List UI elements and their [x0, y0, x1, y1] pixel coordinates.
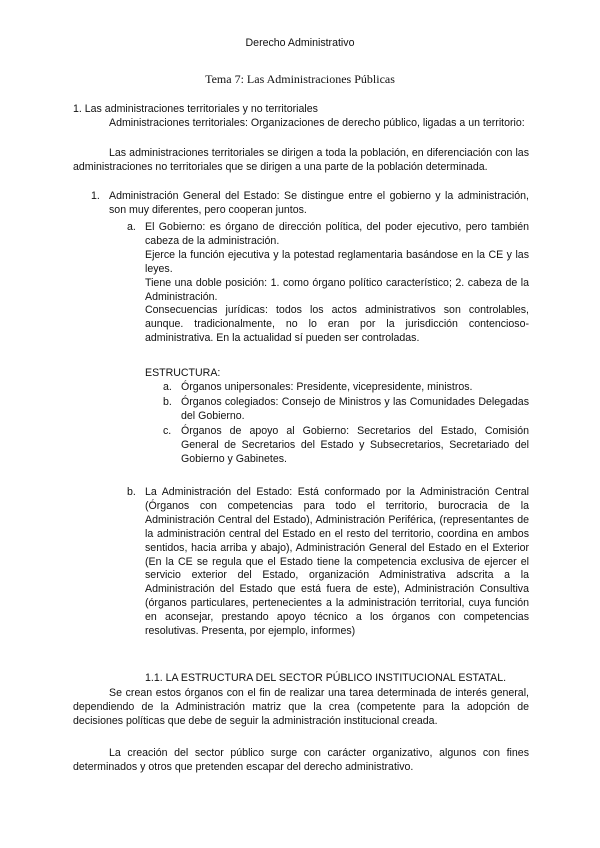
paragraph-creacion: La creación del sector público surge con carácter organizativo, algunos con fines determinados y otros que pretenden escapar del derecho administrativo. — [73, 747, 529, 773]
estructura-item-apoyo: Órganos de apoyo al Gobierno: Secretarios del Estado, Comisión General de Secretarios del Estado y Subsecretarios, Secretariado del Gobierno y Gabinetes. — [181, 425, 529, 465]
paragraph-diferenciacion: Las administraciones territoriales se dirigen a toda la población, en diferenciación con las administraciones no territoriales que se dirigen a una parte de la población determinada. — [73, 147, 529, 173]
estructura-item-colegiados: Órganos colegiados: Consejo de Ministros y las Comunidades Delegadas del Gobierno. — [181, 396, 529, 422]
section11-heading: 1.1. LA ESTRUCTURA DEL SECTOR PÚBLICO INSTITUCIONAL ESTATAL. — [145, 672, 507, 684]
list-marker-a: a. — [127, 221, 136, 233]
list-item-administracion-general: Administración General del Estado: Se distingue entre el gobierno y la administración, son muy diferentes, pero cooperan juntos. — [109, 190, 529, 216]
paragraph-territoriales: Administraciones territoriales: Organizaciones de derecho público, ligadas a un territorio: — [109, 117, 525, 129]
paragraph-crean: Se crean estos órganos con el fin de realizar una tarea determinada de interés general, dependiendo de la Administración matriz que la crea (competente para la adopción de decisiones políticas que debe de seguir la administración institucional creada. — [73, 687, 529, 727]
running-header: Derecho Administrativo — [245, 37, 355, 49]
page-title: Tema 7: Las Administraciones Públicas — [205, 72, 395, 86]
list-item-administracion-estado: La Administración del Estado: Está conformado por la Administración Central (Órganos con competencias para todo el territorio, burocracia de la Administración Central del Estado), Administración Periférica, (representantes de la administración central del Estado en el resto del territorio, coordina en ambos sentidos, hacia arriba y abajo), Administración General del Estado en el Exterior (En la CE se regula que el Estado tiene la competencia exclusiva de ejercer el servicio exterior del Estado, organización Administrativa adscrita a la Administración del Estado que está fuera de este), Administración Consultiva (órganos particulares, pertenecientes a la administración territorial, cuya función en aconsejar, prestando apoyo técnico a los órganos con competencias resolutivas. Presenta, por ejemplo, informes) — [145, 486, 529, 638]
section1-heading: 1. Las administraciones territoriales y no territoriales — [73, 103, 318, 115]
gobierno-funcion: Ejerce la función ejecutiva y la potestad reglamentaria basándose en la CE y las leyes. — [145, 248, 529, 275]
estructura-item-unipersonales: Órganos unipersonales: Presidente, vicepresidente, ministros. — [181, 381, 473, 393]
list-item-gobierno — [145, 221, 529, 346]
estructura-marker-a: a. — [163, 381, 172, 393]
estructura-marker-c: c. — [163, 425, 172, 437]
list-marker-b: b. — [127, 486, 136, 498]
estructura-marker-b: b. — [163, 396, 172, 408]
gobierno-posicion: Tiene una doble posición: 1. como órgano político característico; 2. cabeza de la Administración. — [145, 276, 529, 303]
list-marker-1: 1. — [91, 190, 100, 202]
gobierno-consecuencias: Consecuencias jurídicas: todos los actos administrativos son controlables, aunque. tradicionalmente, no lo eran por la jurisdicción contencioso-administrativa. En la actualidad sí pueden ser controladas. — [145, 304, 529, 345]
estructura-heading: ESTRUCTURA: — [145, 367, 221, 379]
gobierno-definition: El Gobierno: es órgano de dirección política, del poder ejecutivo, pero también cabeza de la administración. — [145, 221, 529, 247]
